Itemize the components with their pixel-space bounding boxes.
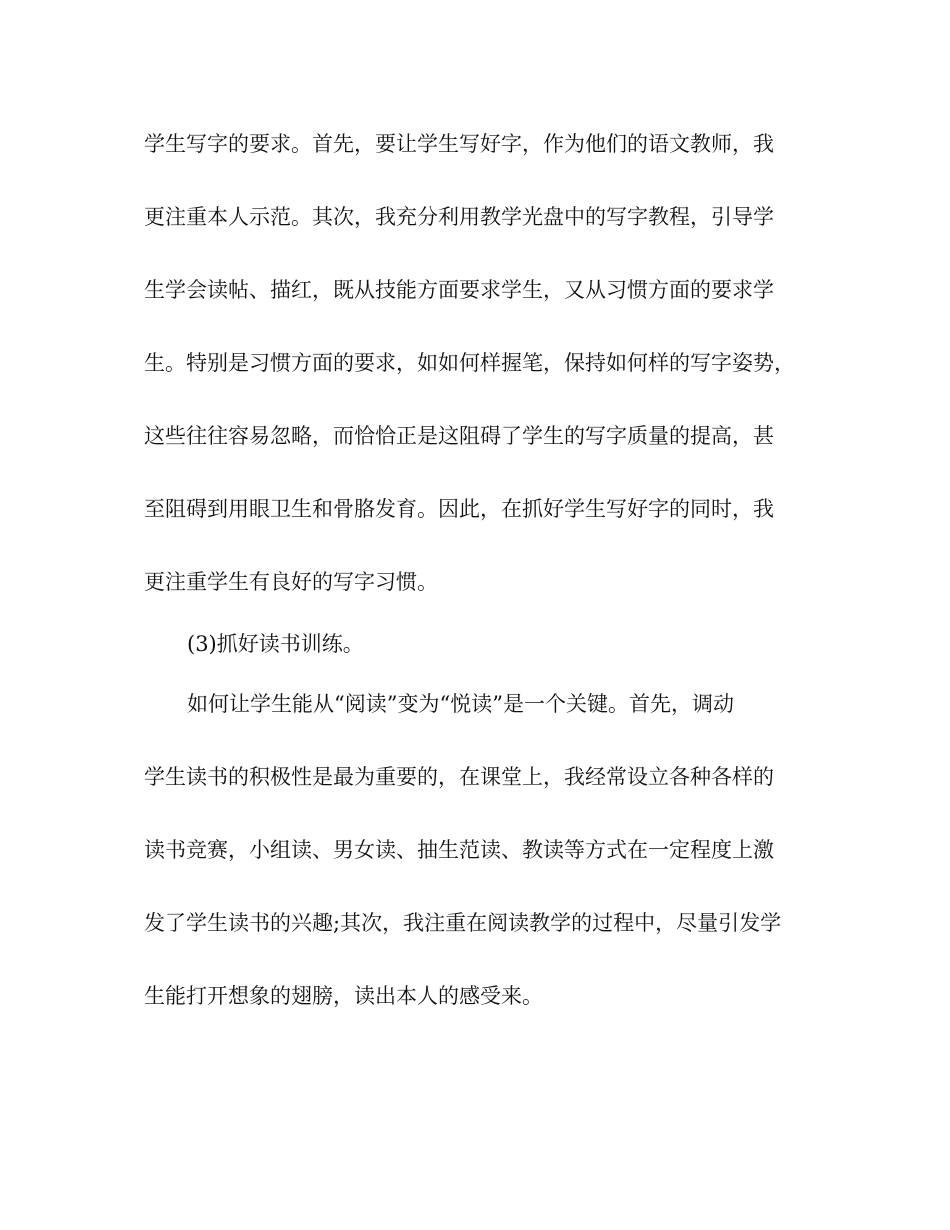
- text-line: 更注重学生有良好的写字习惯。: [144, 570, 438, 594]
- text-line: 读书竞赛，小组读、男女读、抽生范读、教读等方式在一定程度上激: [144, 838, 774, 862]
- text-line: 更注重本人示范。其次，我充分利用教学光盘中的写字教程，引导学: [144, 205, 774, 229]
- text-line: 生。特别是习惯方面的要求，如如何样握笔，保持如何样的写字姿势，: [144, 351, 795, 375]
- text-line: 至阻碍到用眼卫生和骨胳发育。因此，在抓好学生写好字的同时，我: [144, 497, 774, 521]
- text-line: 生能打开想象的翅膀，读出本人的感受来。: [144, 984, 543, 1008]
- text-line: 学生读书的积极性是最为重要的，在课堂上，我经常设立各种各样的: [144, 765, 774, 789]
- text-line: 学生写字的要求。首先，要让学生写好字，作为他们的语文教师，我: [144, 132, 774, 156]
- section-heading: (3)抓好读书训练。: [187, 632, 364, 656]
- text-line: 这些往往容易忽略，而恰恰正是这阻碍了学生的写字质量的提高，甚: [144, 424, 774, 448]
- text-line: 发了学生读书的兴趣;其次，我注重在阅读教学的过程中，尽量引发学: [144, 911, 782, 935]
- text-line: 生学会读帖、描红，既从技能方面要求学生，又从习惯方面的要求学: [144, 278, 774, 302]
- paragraph-first-line: 如何让学生能从“阅读”变为“悦读”是一个关键。首先，调动: [187, 692, 734, 716]
